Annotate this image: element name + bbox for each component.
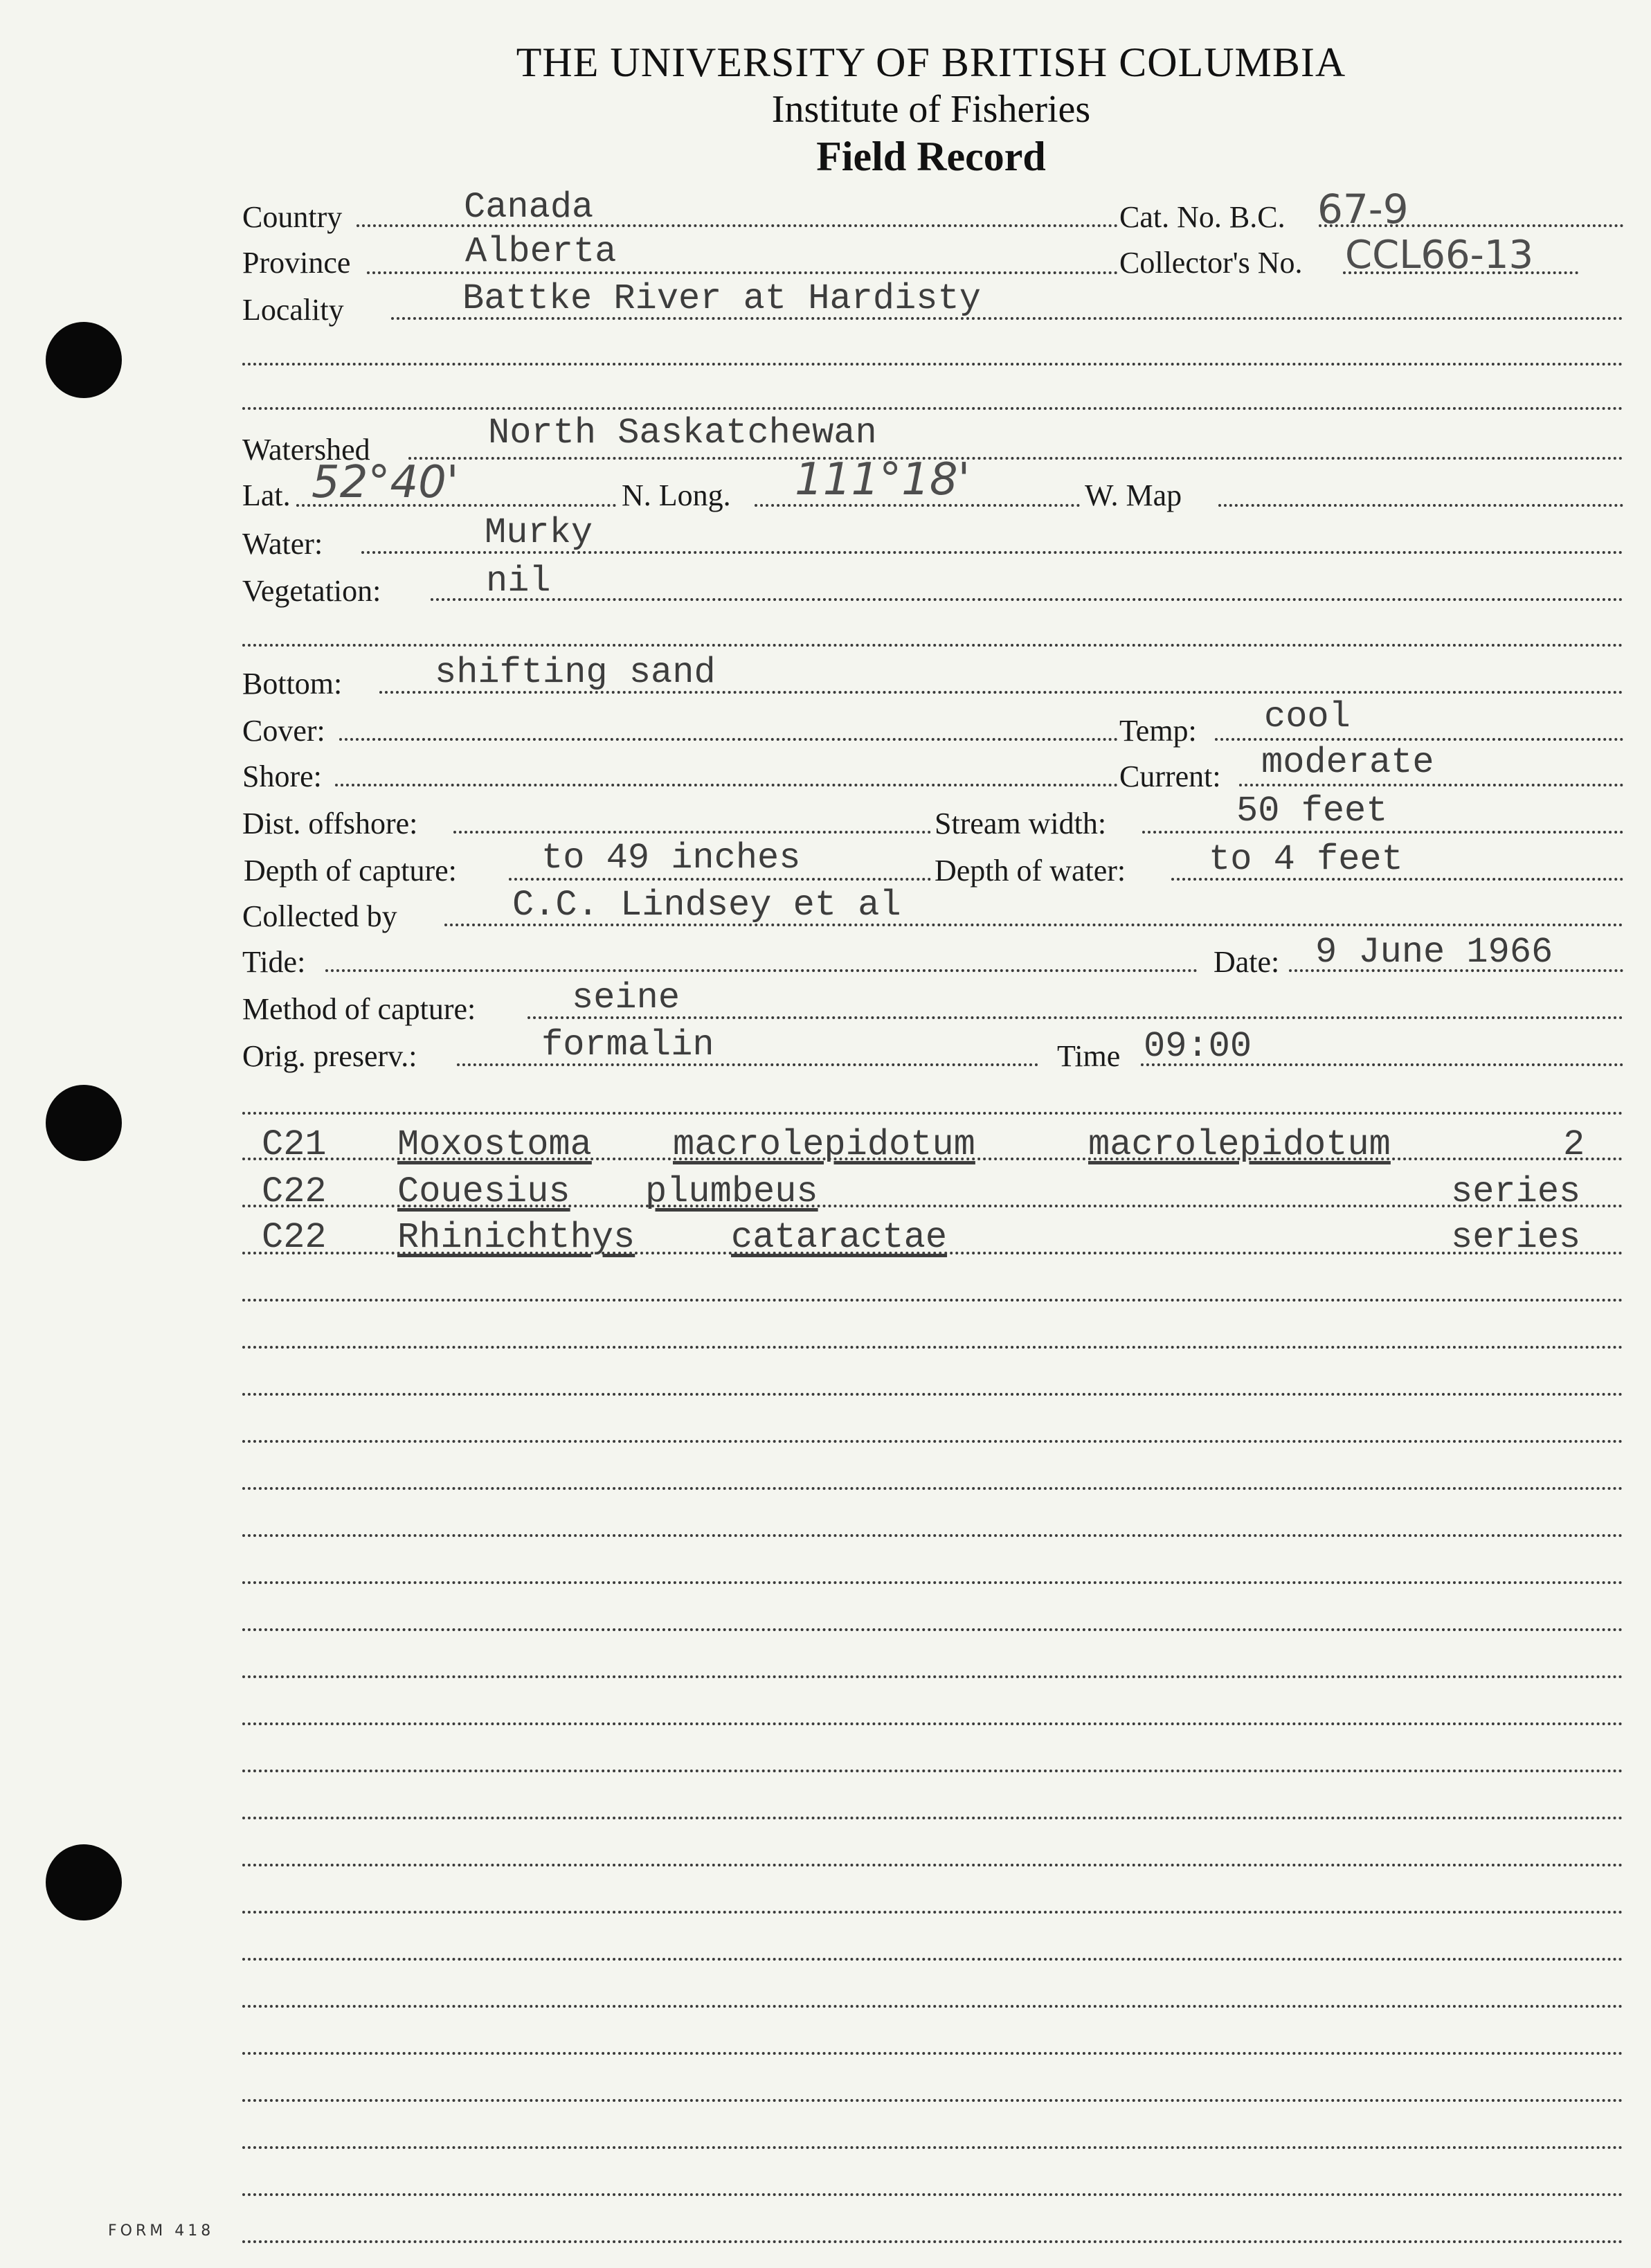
blank-line — [242, 1299, 1623, 1302]
vegetation-label: Vegetation: — [242, 574, 381, 608]
cat-no-label: Cat. No. B.C. — [1119, 200, 1285, 234]
time-label: Time — [1057, 1039, 1121, 1073]
current-label: Current: — [1119, 759, 1221, 793]
province-label: Province — [242, 246, 351, 280]
country-value: Canada — [464, 187, 594, 228]
specimen-species: macrolepidotum — [673, 1124, 975, 1165]
blank-line — [242, 1722, 1623, 1725]
water-label: Water: — [242, 527, 323, 561]
watershed-label: Watershed — [242, 433, 370, 467]
date-value: 9 June 1966 — [1315, 932, 1553, 973]
time-value: 09:00 — [1144, 1026, 1252, 1067]
collector-no-value: CCL66-13 — [1345, 233, 1534, 278]
current-line — [1239, 784, 1623, 786]
specimen-genus: Rhinichthys — [397, 1217, 635, 1258]
blank-line — [242, 1864, 1623, 1866]
cover-label: Cover: — [242, 714, 325, 748]
blank-line — [242, 1581, 1623, 1584]
bottom-value: shifting sand — [435, 652, 716, 693]
specimen-code: C22 — [262, 1217, 327, 1258]
blank-line — [242, 2240, 1623, 2243]
vegetation-value: nil — [486, 561, 551, 602]
orig-preserv-label: Orig. preserv.: — [242, 1039, 417, 1073]
specimen-species: cataractae — [731, 1217, 948, 1258]
depth-water-value: to 4 feet — [1209, 839, 1403, 880]
temp-value: cool — [1264, 696, 1351, 737]
shore-line — [335, 784, 1118, 786]
institute-title: Institute of Fisheries — [771, 88, 1091, 131]
blank-line — [242, 1628, 1623, 1631]
blank-line — [242, 1534, 1623, 1537]
date-label: Date: — [1214, 945, 1280, 979]
specimen-code: C21 — [262, 1124, 327, 1165]
blank-line — [242, 2099, 1623, 2102]
blank-line — [242, 1346, 1623, 1349]
specimen-subspecies: macrolepidotum — [1088, 1124, 1391, 1165]
temp-label: Temp: — [1119, 714, 1197, 748]
watershed-line — [408, 457, 1623, 460]
form-number: FORM 418 — [108, 2222, 215, 2240]
blank-line — [242, 1911, 1623, 1914]
temp-line — [1215, 738, 1623, 741]
locality-line-2 — [242, 363, 1623, 366]
cover-line — [339, 738, 1118, 741]
depth-capture-label: Depth of capture: — [244, 854, 457, 888]
blank-line — [242, 1675, 1623, 1678]
specimen-count: series — [1451, 1171, 1581, 1212]
locality-label: Locality — [242, 293, 344, 327]
depth-water-label: Depth of water: — [935, 854, 1126, 888]
w-map-label: W. Map — [1085, 478, 1182, 512]
locality-value: Battke River at Hardisty — [462, 278, 981, 319]
specimen-count: series — [1451, 1217, 1581, 1258]
method-label: Method of capture: — [242, 992, 476, 1026]
binder-hole-middle — [46, 1085, 122, 1161]
vegetation-line-2 — [242, 644, 1623, 647]
province-value: Alberta — [465, 231, 617, 272]
blank-line — [242, 2146, 1623, 2149]
stream-width-label: Stream width: — [935, 807, 1107, 840]
locality-line-3 — [242, 407, 1623, 410]
tide-label: Tide: — [242, 945, 306, 979]
specimen-line-0 — [242, 1112, 1623, 1115]
collected-by-label: Collected by — [242, 899, 397, 933]
country-label: Country — [242, 200, 343, 234]
watershed-value: North Saskatchewan — [488, 413, 877, 453]
binder-hole-bottom — [46, 1844, 122, 1920]
blank-line — [242, 1440, 1623, 1443]
tide-line — [325, 969, 1198, 972]
blank-line — [242, 2193, 1623, 2196]
shore-label: Shore: — [242, 759, 322, 793]
specimen-genus: Couesius — [397, 1171, 570, 1212]
blank-line — [242, 2005, 1623, 2008]
blank-line — [242, 1817, 1623, 1819]
current-value: moderate — [1261, 742, 1434, 783]
water-value: Murky — [485, 512, 593, 553]
blank-line — [242, 2052, 1623, 2055]
dist-offshore-label: Dist. offshore: — [242, 807, 418, 840]
binder-hole-top — [46, 322, 122, 398]
orig-preserv-value: formalin — [541, 1025, 714, 1065]
blank-line — [242, 1393, 1623, 1396]
specimen-genus: Moxostoma — [397, 1124, 592, 1165]
dist-offshore-line — [453, 831, 931, 834]
blank-line — [242, 1487, 1623, 1490]
vegetation-line — [431, 598, 1623, 601]
long-value: 111°18' — [795, 454, 971, 505]
method-value: seine — [572, 978, 680, 1018]
bottom-label: Bottom: — [242, 667, 343, 701]
form-title: Field Record — [816, 134, 1046, 179]
cat-no-value: 67-9 — [1317, 186, 1409, 233]
depth-capture-value: to 49 inches — [541, 838, 801, 879]
lat-value: 52°40' — [312, 457, 459, 508]
blank-line — [242, 1958, 1623, 1961]
collected-by-value: C.C. Lindsey et al — [512, 885, 901, 926]
specimen-count: 2 — [1563, 1124, 1585, 1165]
specimen-species: plumbeus — [645, 1171, 818, 1212]
n-long-label: N. Long. — [622, 478, 731, 512]
lat-label: Lat. — [242, 478, 291, 512]
map-line — [1218, 504, 1623, 507]
collector-no-label: Collector's No. — [1119, 246, 1303, 280]
stream-width-value: 50 feet — [1236, 791, 1388, 831]
university-title: THE UNIVERSITY OF BRITISH COLUMBIA — [516, 39, 1346, 85]
blank-line — [242, 1770, 1623, 1772]
specimen-code: C22 — [262, 1171, 327, 1212]
method-line — [527, 1016, 1623, 1019]
